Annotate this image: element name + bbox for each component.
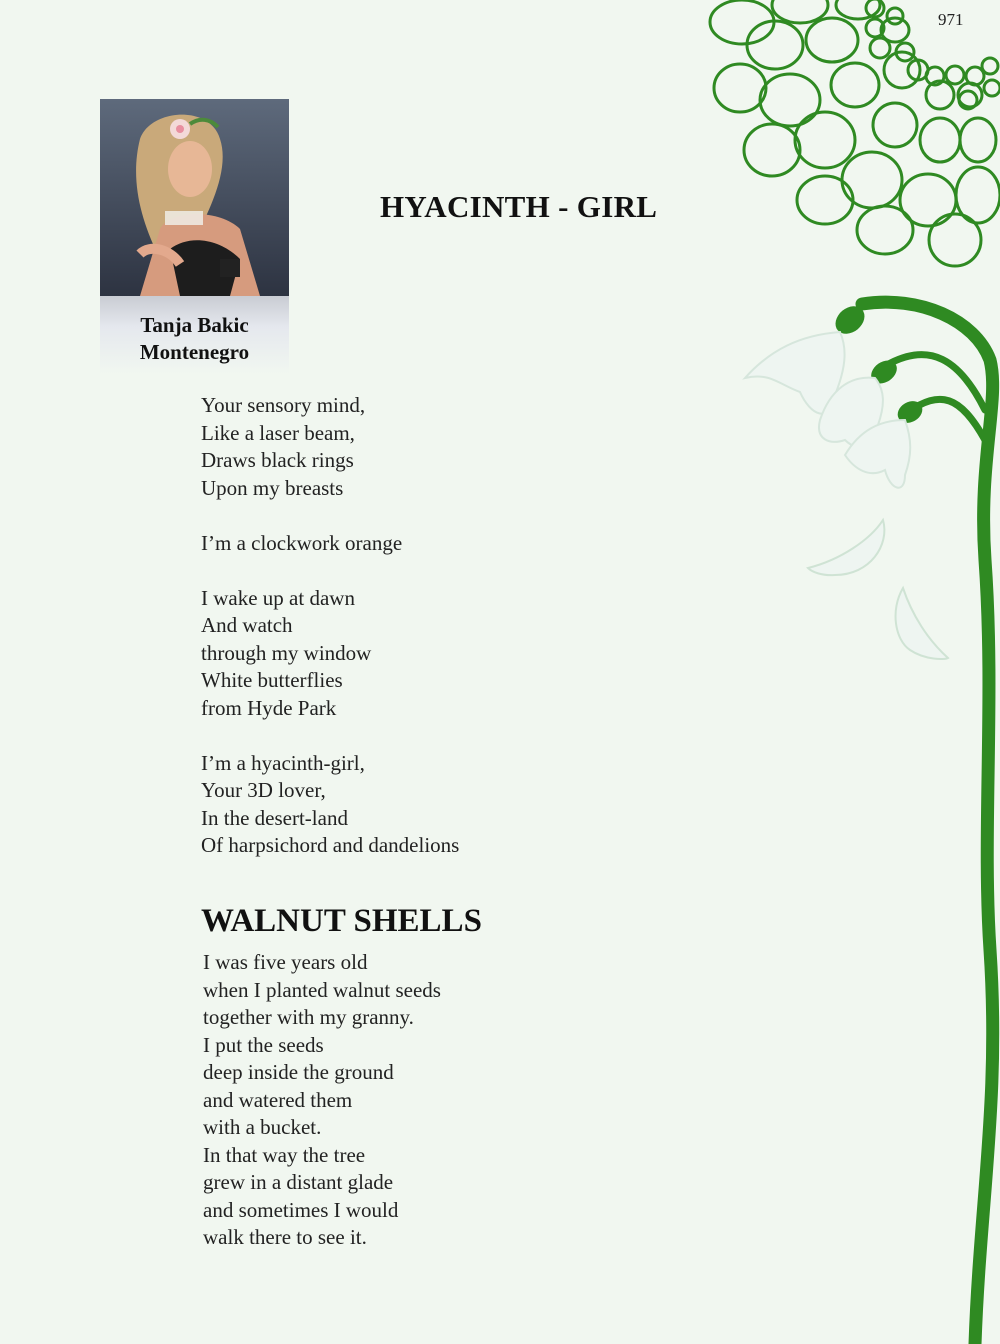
poem-line: I put the seeds: [203, 1032, 324, 1057]
lily-of-the-valley-stem: [830, 301, 993, 1344]
poem-line: I wake up at dawn: [201, 585, 355, 610]
poem-body-walnut-shells: [203, 949, 441, 1252]
poem-title-walnut-shells: WALNUT SHELLS: [201, 903, 482, 939]
poem-line: I was five years old: [203, 950, 368, 974]
poem-line: Your 3D lover,: [201, 778, 326, 802]
stanza-break: [201, 557, 459, 585]
author-country: Montenegro: [139, 340, 250, 364]
page-number: 971: [938, 10, 964, 29]
poem-line: and sometimes I would: [203, 1197, 399, 1222]
poem-line: through my window: [201, 640, 372, 665]
white-bell-flowers: [745, 332, 910, 488]
stanza-break: [201, 722, 459, 750]
poem-line: Your sensory mind,: [201, 393, 366, 417]
poem-line: I’m a hyacinth-girl,: [201, 750, 365, 775]
hyacinth-bloom-outline: [710, 0, 1000, 266]
poem-line: when I planted walnut seeds: [203, 977, 441, 1002]
poem-line: And watch: [201, 613, 293, 637]
poem-line: Of harpsichord and dandelions: [201, 833, 460, 857]
stanza-break: [201, 502, 459, 530]
poem-line: with a bucket.: [203, 1115, 322, 1139]
poem-line: and watered them: [203, 1087, 353, 1112]
poem-line: I’m a clockwork orange: [201, 530, 403, 555]
poem-line: walk there to see it.: [203, 1225, 367, 1249]
poem-line: deep inside the ground: [203, 1060, 394, 1084]
poem-line: together with my granny.: [203, 1005, 414, 1029]
poem-line: White butterflies: [201, 668, 343, 692]
author-card: [100, 99, 289, 374]
poem-title-hyacinth-girl: HYACINTH - GIRL: [380, 189, 658, 224]
poem-line: In that way the tree: [203, 1142, 366, 1167]
poem-line: Like a laser beam,: [201, 420, 355, 445]
poem-line: from Hyde Park: [201, 695, 337, 720]
poem-body-hyacinth-girl: [201, 392, 459, 860]
poem-line: Draws black rings: [201, 448, 354, 472]
poem-line: In the desert-land: [201, 805, 348, 830]
poem-line: Upon my breasts: [201, 475, 344, 500]
poem-line: grew in a distant glade: [203, 1170, 394, 1194]
author-photo: [100, 99, 289, 296]
falling-petals: [808, 520, 948, 659]
author-name: Tanja Bakic: [140, 313, 249, 337]
